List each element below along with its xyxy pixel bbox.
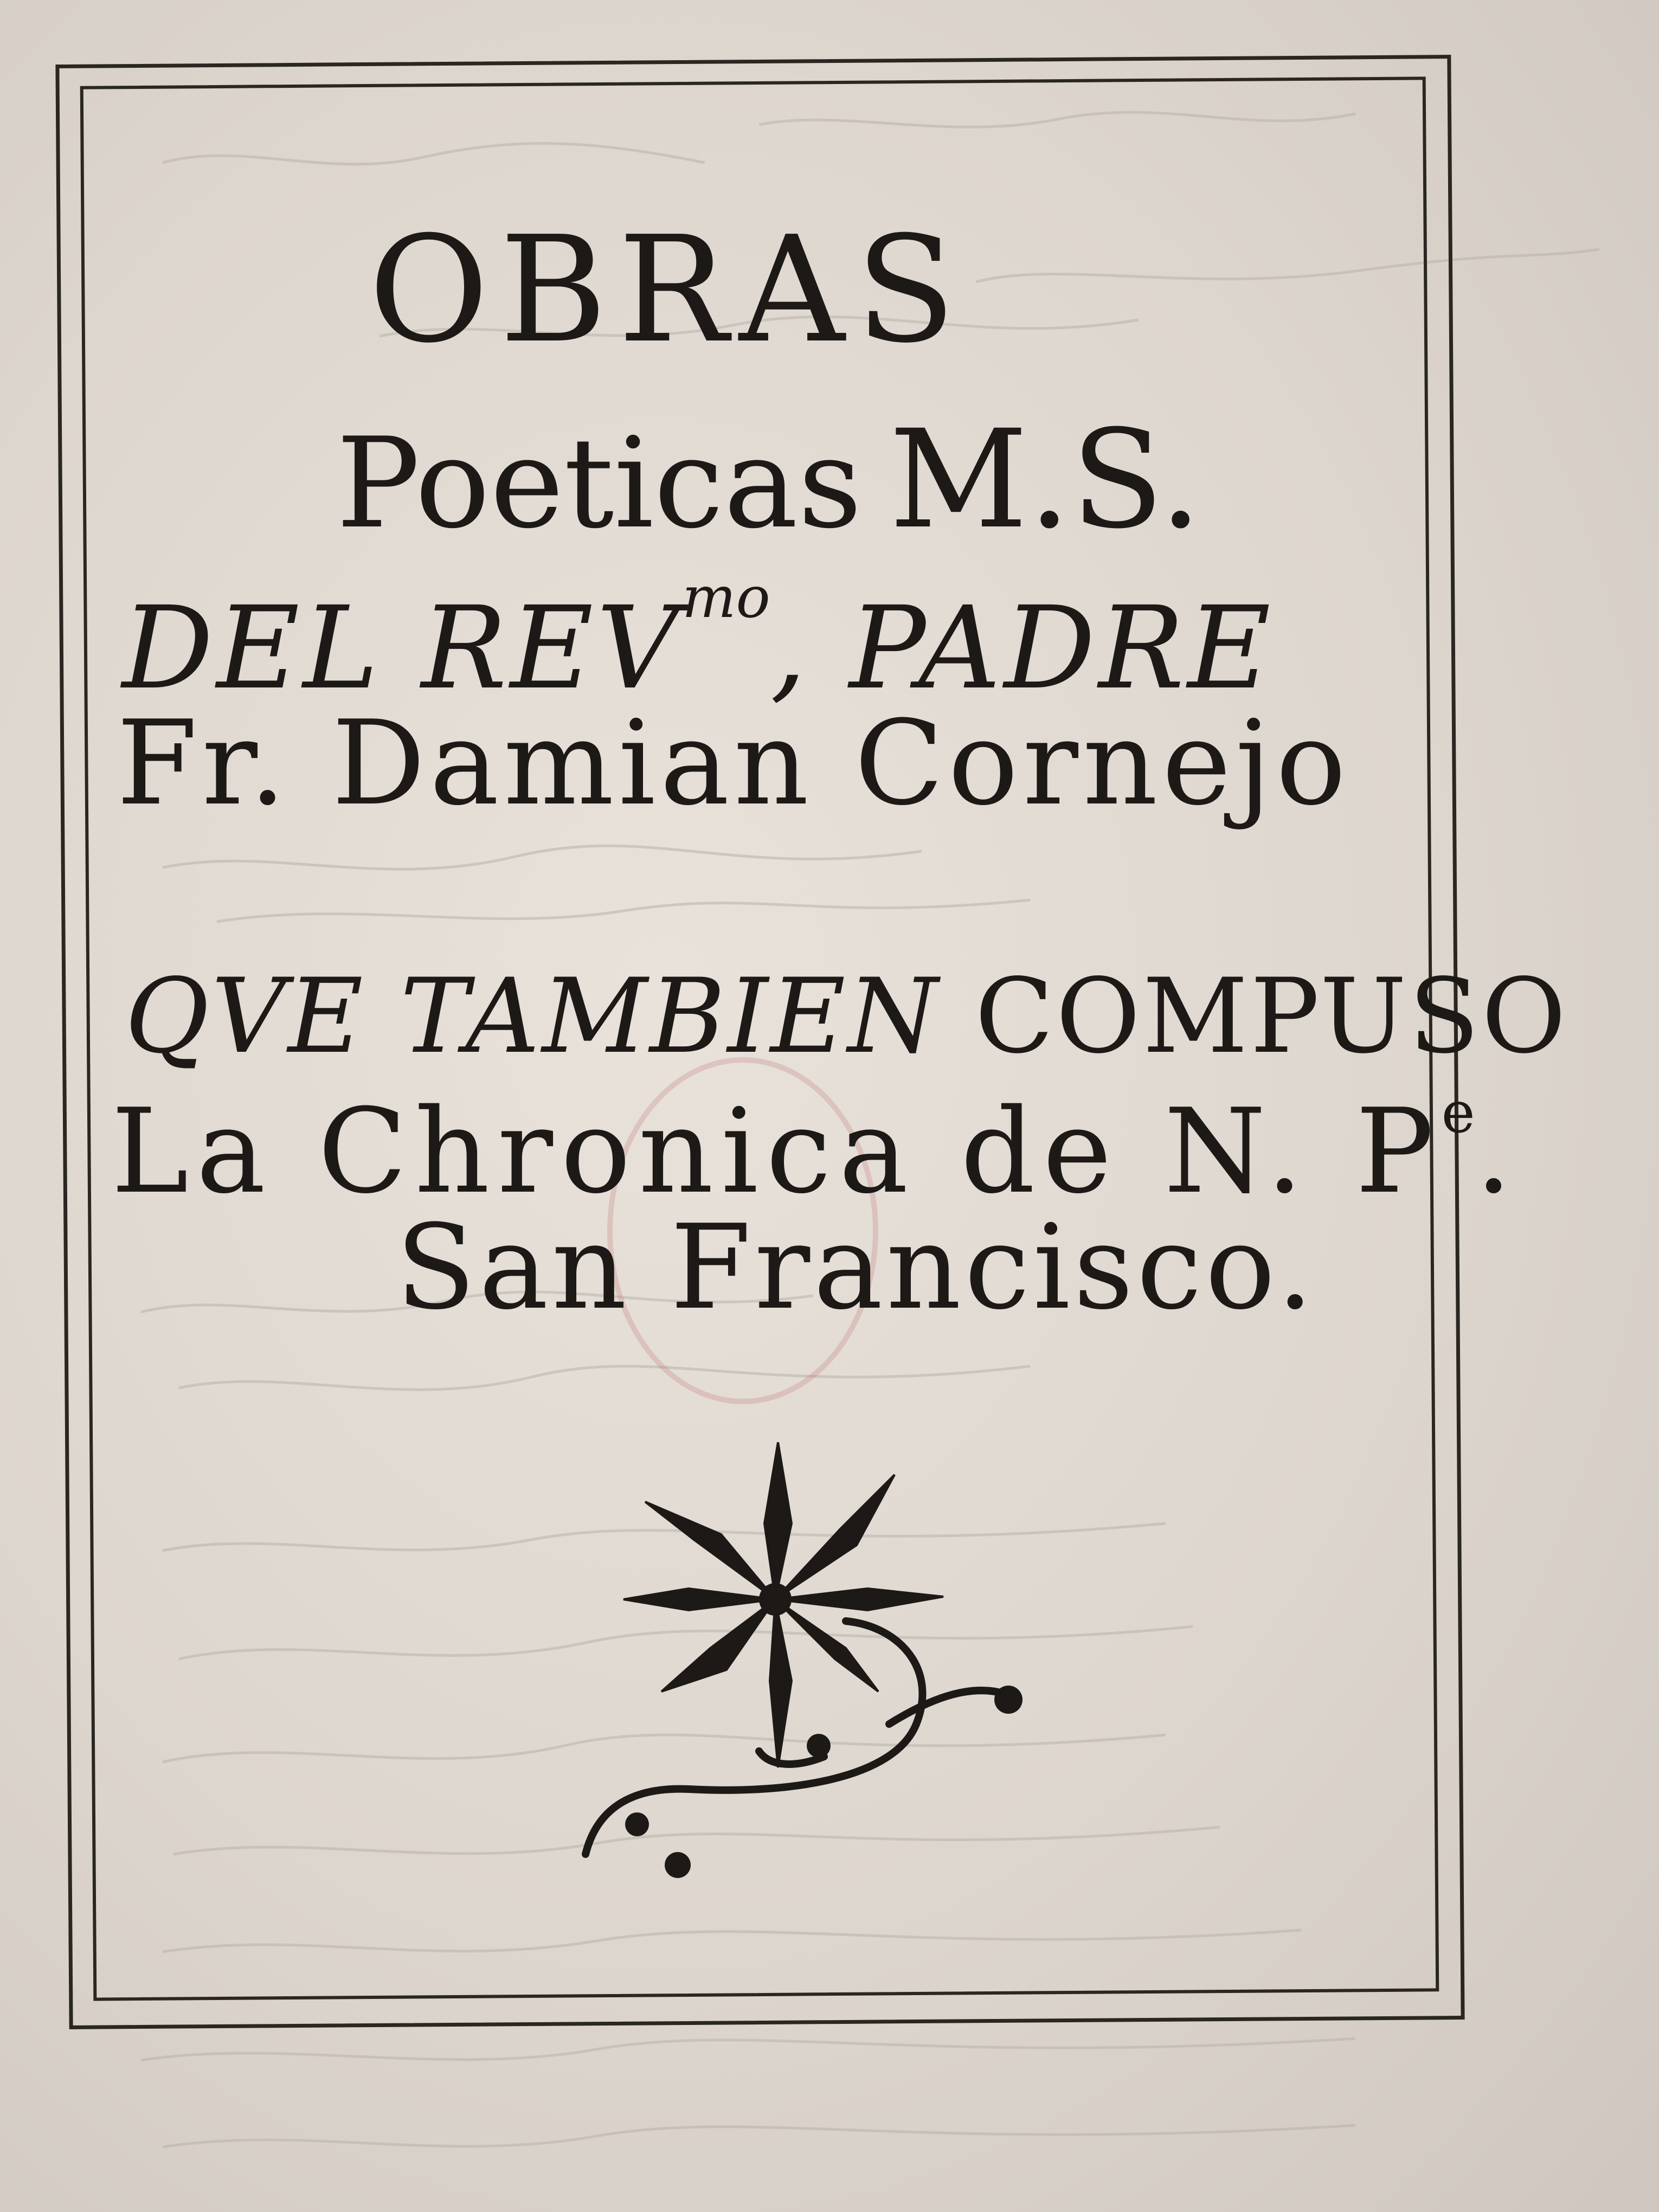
title-obras: OBRAS bbox=[369, 204, 967, 375]
chronica-period: . bbox=[1475, 1083, 1520, 1219]
title-chronica-line bbox=[111, 1079, 1520, 1219]
pe-superscript: e bbox=[1441, 1079, 1475, 1146]
title-que-tambien-compuso bbox=[125, 956, 1568, 1076]
chronica-text: La Chronica de N. P bbox=[111, 1083, 1442, 1219]
title-poeticas-line bbox=[336, 401, 1203, 558]
title-san-francisco: San Francisco. bbox=[396, 1199, 1317, 1335]
rev-superscript: mo bbox=[681, 564, 770, 631]
padre-text: , PADRE bbox=[770, 582, 1274, 715]
que-tambien-text: QVE TAMBIEN bbox=[125, 956, 940, 1076]
title-del-rev-padre bbox=[122, 564, 1274, 715]
author-name: Fr. Damian Cornejo bbox=[117, 695, 1351, 831]
compuso-text: COMPUSO bbox=[975, 956, 1568, 1076]
abbr-ms: M.S. bbox=[889, 401, 1203, 558]
del-rev-text: DEL REV bbox=[122, 582, 682, 715]
flower-ornament-icon bbox=[564, 1442, 1041, 1887]
word-poeticas: Poeticas bbox=[336, 411, 862, 556]
